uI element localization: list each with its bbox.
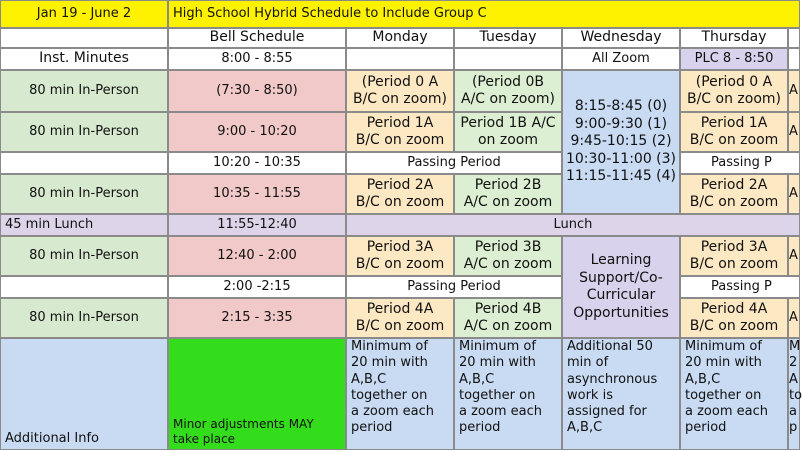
tuesday-period4: Period 4B A/C on zoom [454,298,562,338]
lunch-label: 45 min Lunch [0,214,168,236]
tuesday-period3: Period 3B A/C on zoom [454,236,562,276]
minor-adjustments-note: Minor adjustments MAY take place [168,338,346,450]
lunch-bell: 11:55-12:40 [168,214,346,236]
lunch-band: Lunch [346,214,800,236]
friday-period1-peek: A [788,112,800,152]
tuesday-period1: Period 1B A/C on zoom [454,112,562,152]
date-range: Jan 19 - June 2 [0,0,168,28]
passing2-bell: 2:00 -2:15 [168,276,346,298]
monday-period0: (Period 0 A B/C on zoom) [346,70,454,112]
row-period2-bell: 10:35 - 11:55 [168,174,346,214]
col-friday-peek [788,28,800,48]
row-period0-bell: (7:30 - 8:50) [168,70,346,112]
wednesday-additional: Additional 50 min of asynchronous work is assigned for A,B,C [562,338,680,450]
thursday-additional: Minimum of 20 min with A,B,C together on a zoom each period [680,338,788,450]
passing2-thu: Passing P [680,276,800,298]
monday-additional: Minimum of 20 min with A,B,C together on a zoom each period [346,338,454,450]
tuesday-additional: Minimum of 20 min with A,B,C together on a zoom each period [454,338,562,450]
tuesday-period2: Period 2B A/C on zoom [454,174,562,214]
friday-period0-peek: A [788,70,800,112]
friday-period3-peek: A [788,236,800,276]
row-period4-label: 80 min In-Person [0,298,168,338]
thursday-period2: Period 2A B/C on zoom [680,174,788,214]
monday-period2: Period 2A B/C on zoom [346,174,454,214]
col-wednesday: Wednesday [562,28,680,48]
friday-period4-peek: A [788,298,800,338]
monday-period1: Period 1A B/C on zoom [346,112,454,152]
friday-additional-peek: M 2 A to a p [788,338,800,450]
wednesday-learning-support: Learning Support/Co- Curricular Opportunities [562,236,680,338]
monday-period3: Period 3A B/C on zoom [346,236,454,276]
col-tuesday: Tuesday [454,28,562,48]
schedule-title: High School Hybrid Schedule to Include Group C [168,0,800,28]
col-monday: Monday [346,28,454,48]
thursday-period1: Period 1A B/C on zoom [680,112,788,152]
passing1-label-blank [0,152,168,174]
bell-start-time: 8:00 - 8:55 [168,48,346,70]
wednesday-zoom-schedule: 8:15-8:45 (0) 9:00-9:30 (1) 9:45-10:15 (2) 10:30-11:00 (3) 11:15-11:45 (4) [562,70,680,214]
tuesday-blank [454,48,562,70]
col-thursday: Thursday [680,28,788,48]
row-period1-label: 80 min In-Person [0,112,168,152]
row-period3-label: 80 min In-Person [0,236,168,276]
friday-period2-peek: A [788,174,800,214]
row-period4-bell: 2:15 - 3:35 [168,298,346,338]
thursday-plc: PLC 8 - 8:50 [680,48,788,70]
passing1-thu: Passing P [680,152,800,174]
passing2-label-blank [0,276,168,298]
passing1-bell: 10:20 - 10:35 [168,152,346,174]
thursday-period0: (Period 0 A B/C on zoom) [680,70,788,112]
inst-minutes-label: Inst. Minutes [0,48,168,70]
tuesday-period0: (Period 0B A/C on zoom) [454,70,562,112]
col-bell-schedule: Bell Schedule [168,28,346,48]
friday-peek-blank [788,48,800,70]
additional-info-label: Additional Info [0,338,168,450]
blank-header [0,28,168,48]
row-period1-bell: 9:00 - 10:20 [168,112,346,152]
thursday-period3: Period 3A B/C on zoom [680,236,788,276]
passing1-mon-tue: Passing Period [346,152,562,174]
monday-blank [346,48,454,70]
thursday-period4: Period 4A B/C on zoom [680,298,788,338]
row-period3-bell: 12:40 - 2:00 [168,236,346,276]
monday-period4: Period 4A B/C on zoom [346,298,454,338]
row-period2-label: 80 min In-Person [0,174,168,214]
wednesday-all-zoom: All Zoom [562,48,680,70]
passing2-mon-tue: Passing Period [346,276,562,298]
row-period0-label: 80 min In-Person [0,70,168,112]
